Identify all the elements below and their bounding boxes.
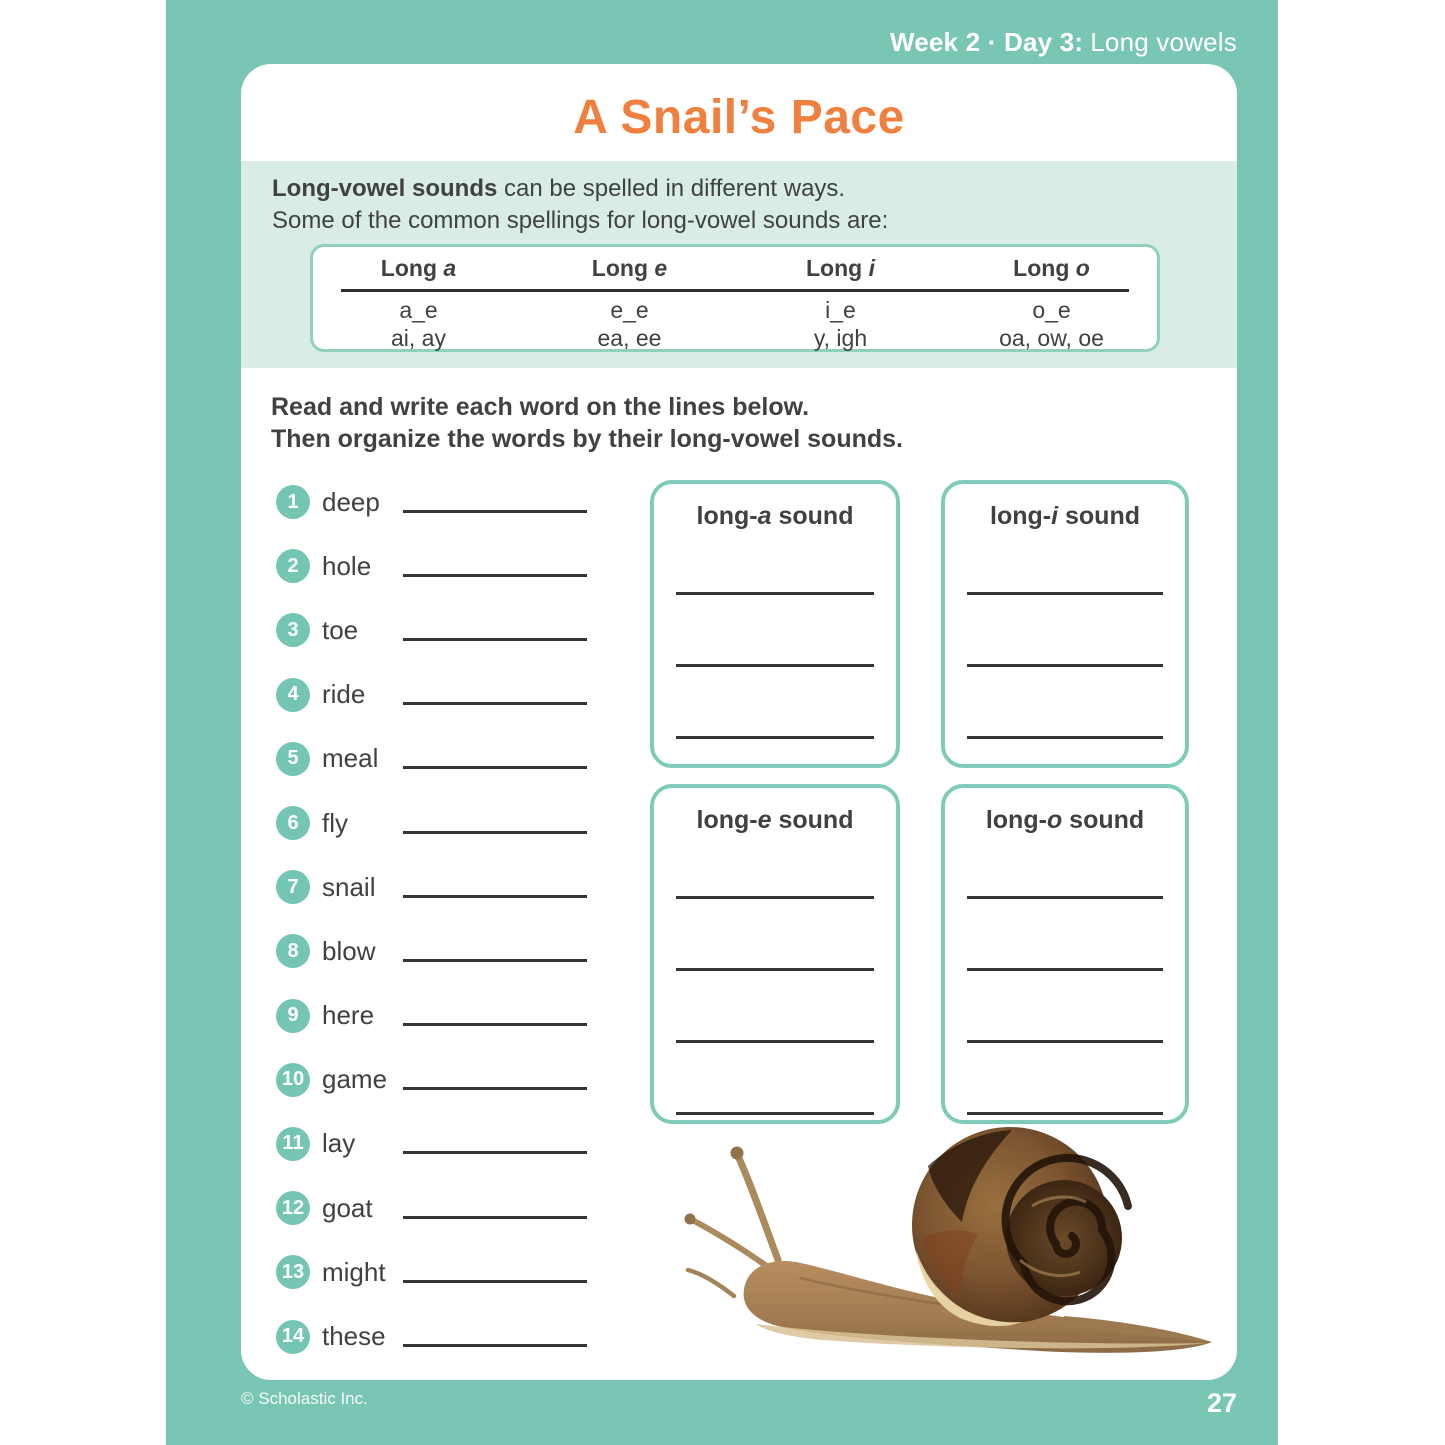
sort-box-long-a [650,480,900,768]
word-list-item [276,1240,587,1304]
write-on-line [403,1087,587,1090]
word-number-badge: 5 [276,742,310,776]
instructions-line-2: Then organize the words by their long-vowel sounds. [271,425,903,453]
word-list-item [276,1048,587,1112]
write-on-line [403,895,587,898]
word-number-badge: 3 [276,613,310,647]
spelling-table-header-row [313,255,1157,282]
word-list-item [276,984,587,1048]
column-header-long-i: Long i [806,255,875,281]
word-label: might [322,1256,386,1287]
word-number-badge: 12 [276,1191,310,1225]
sort-box-write-line [967,968,1163,971]
sort-box-long-e-title: long-e sound [696,806,854,834]
write-on-line [403,1023,587,1026]
sort-box-write-line [676,968,874,971]
intro-line-1-rest: can be spelled in different ways. [497,175,846,202]
column-header-long-a: Long a [380,255,457,281]
sort-box-write-line [676,1040,874,1043]
word-list-item [276,1176,587,1240]
intro-line-1 [272,174,845,204]
write-on-line [403,959,587,962]
word-label: goat [322,1192,373,1223]
cell: o_e [1032,297,1071,323]
copyright-notice: © Scholastic Inc. [241,1389,368,1408]
sort-box-long-o [941,784,1189,1124]
worksheet-card [241,64,1237,1380]
cell: ea, ee [597,325,662,351]
intro-line-2: Some of the common spellings for long-vowel sounds are: [272,207,889,234]
page-header [890,27,1237,58]
word-number-badge: 11 [276,1127,310,1161]
header-week-day: Week 2 · Day 3: [889,27,1084,57]
intro-panel [241,161,1237,368]
sort-box-write-line [676,896,874,899]
word-label: hole [322,550,372,581]
word-list-item [276,919,587,983]
sort-box-write-line [967,1040,1163,1043]
word-number-badge: 9 [276,999,310,1033]
word-label: ride [322,679,366,710]
sort-box-long-i-title: long-i sound [990,502,1140,530]
word-list-item [276,855,587,919]
word-label: here [322,1000,375,1031]
spelling-table [310,244,1160,352]
sort-box-write-line [967,592,1163,595]
cell: y, igh [813,325,868,351]
sort-box-write-line [676,664,874,667]
write-on-line [403,1344,587,1347]
column-header-long-e: Long e [591,255,668,281]
word-list-item [276,1304,587,1368]
word-list-item [276,1112,587,1176]
word-list-item [276,727,587,791]
sort-box-long-a-title: long-a sound [696,502,854,530]
word-list-item [276,663,587,727]
cell: i_e [825,297,856,323]
sort-box-write-line [967,896,1163,899]
header-topic: Long vowels [1090,27,1237,57]
word-list-item [276,598,587,662]
word-label: these [322,1321,386,1352]
word-number-badge: 4 [276,678,310,712]
word-list-item [276,470,587,534]
word-number-badge: 1 [276,485,310,519]
word-number-badge: 10 [276,1063,310,1097]
spelling-table-row-2 [313,325,1157,352]
write-on-line [403,831,587,834]
sort-box-write-line [967,664,1163,667]
word-label: deep [322,486,380,517]
word-label: lay [322,1128,356,1159]
cell: a_e [399,297,438,323]
sort-box-write-line [967,736,1163,739]
page-number: 27 [1206,1388,1237,1418]
word-label: meal [322,743,379,774]
write-on-line [403,1216,587,1219]
word-list-item [276,534,587,598]
word-label: blow [322,935,376,966]
sort-box-write-line [676,736,874,739]
word-label: snail [322,871,376,902]
sort-box-long-i [941,480,1189,768]
cell: ai, ay [391,325,446,351]
word-number-badge: 6 [276,806,310,840]
instructions [271,391,903,455]
garden-snail-photo [660,1110,1240,1370]
write-on-line [403,638,587,641]
sort-box-write-line [676,592,874,595]
word-list [276,470,587,1369]
write-on-line [403,1280,587,1283]
word-number-badge: 7 [276,870,310,904]
word-list-item [276,791,587,855]
spelling-table-row-1 [313,297,1157,324]
intro-line-1-bold: Long-vowel sounds [272,175,498,202]
word-number-badge: 8 [276,934,310,968]
write-on-line [403,510,587,513]
word-label: fly [322,807,348,838]
cell: oa, ow, oe [999,325,1104,351]
cell: e_e [610,297,649,323]
word-number-badge: 14 [276,1320,310,1354]
column-header-long-o: Long o [1013,255,1090,281]
word-number-badge: 2 [276,549,310,583]
write-on-line [403,1151,587,1154]
sort-box-long-e [650,784,900,1124]
sort-box-long-o-title: long-o sound [985,806,1145,834]
page-title: A Snail’s Pace [573,91,905,144]
word-label: game [322,1064,388,1095]
word-label: toe [322,614,359,645]
write-on-line [403,766,587,769]
table-header-rule [341,289,1129,292]
write-on-line [403,574,587,577]
write-on-line [403,702,587,705]
word-number-badge: 13 [276,1255,310,1289]
instructions-line-1: Read and write each word on the lines below. [271,393,810,421]
